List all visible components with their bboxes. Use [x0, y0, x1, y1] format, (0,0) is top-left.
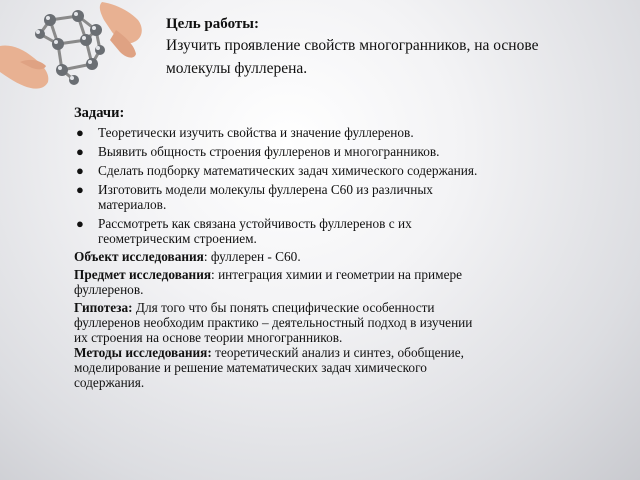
methods-text: моделирование и решение математических задач химического — [74, 360, 427, 375]
bullet-icon: ● — [76, 144, 84, 159]
molecule-hands-illustration — [0, 0, 160, 100]
bullet-icon: ● — [76, 216, 84, 231]
research-subject — [74, 267, 574, 297]
hypothesis-text: фуллеренов необходим практико – деятельностный подход в изучении — [74, 315, 473, 330]
goal-section — [166, 14, 626, 80]
tasks-heading: Задачи: — [74, 105, 125, 121]
bullet-icon: ● — [76, 163, 84, 178]
goal-text-line-2: молекулы фуллерена. — [166, 60, 308, 77]
bullet-icon: ● — [76, 182, 84, 197]
research-object-label: Объект исследования — [74, 249, 204, 264]
task-item — [74, 163, 574, 178]
task-text-line: Сделать подборку математических задач химического содержания. — [98, 163, 478, 178]
task-text-line: геометрическим строением. — [98, 231, 257, 246]
task-text-line: Изготовить модели молекулы фуллерена С60 из различных — [98, 182, 433, 197]
task-text-line: Теоретически изучить свойства и значение фуллеренов. — [98, 125, 414, 140]
methods-text: содержания. — [74, 375, 145, 390]
task-item — [74, 216, 574, 246]
research-subject-text: : интеграция химии и геометрии на примере — [211, 267, 463, 282]
tasks-list — [74, 125, 574, 250]
research-subject-text: фуллеренов. — [74, 282, 144, 297]
hypothesis — [74, 300, 574, 390]
task-text-line: Рассмотреть как связана устойчивость фуллеренов с их — [98, 216, 412, 231]
bullet-icon: ● — [76, 125, 84, 140]
hypothesis-text: Для того что бы понять специфические особенности — [132, 300, 435, 315]
hypothesis-label: Гипотеза: — [74, 300, 133, 315]
research-object — [74, 249, 574, 264]
task-text-line: материалов. — [98, 197, 167, 212]
hypothesis-text: их строения на основе теории многогранников. — [74, 330, 343, 345]
task-item — [74, 182, 574, 212]
goal-heading: Цель работы: — [166, 16, 259, 32]
methods-label: Методы исследования: — [74, 345, 212, 360]
goal-text-line-1: Изучить проявление свойств многогранников, на основе — [166, 37, 539, 54]
task-text-line: Выявить общность строения фуллеренов и многогранников. — [98, 144, 440, 159]
task-item — [74, 125, 574, 140]
research-subject-label: Предмет исследования — [74, 267, 212, 282]
research-object-text: : фуллерен - С60. — [203, 249, 301, 264]
task-item — [74, 144, 574, 159]
research-info — [74, 249, 574, 393]
methods-text: теоретический анализ и синтез, обобщение, — [211, 345, 464, 360]
